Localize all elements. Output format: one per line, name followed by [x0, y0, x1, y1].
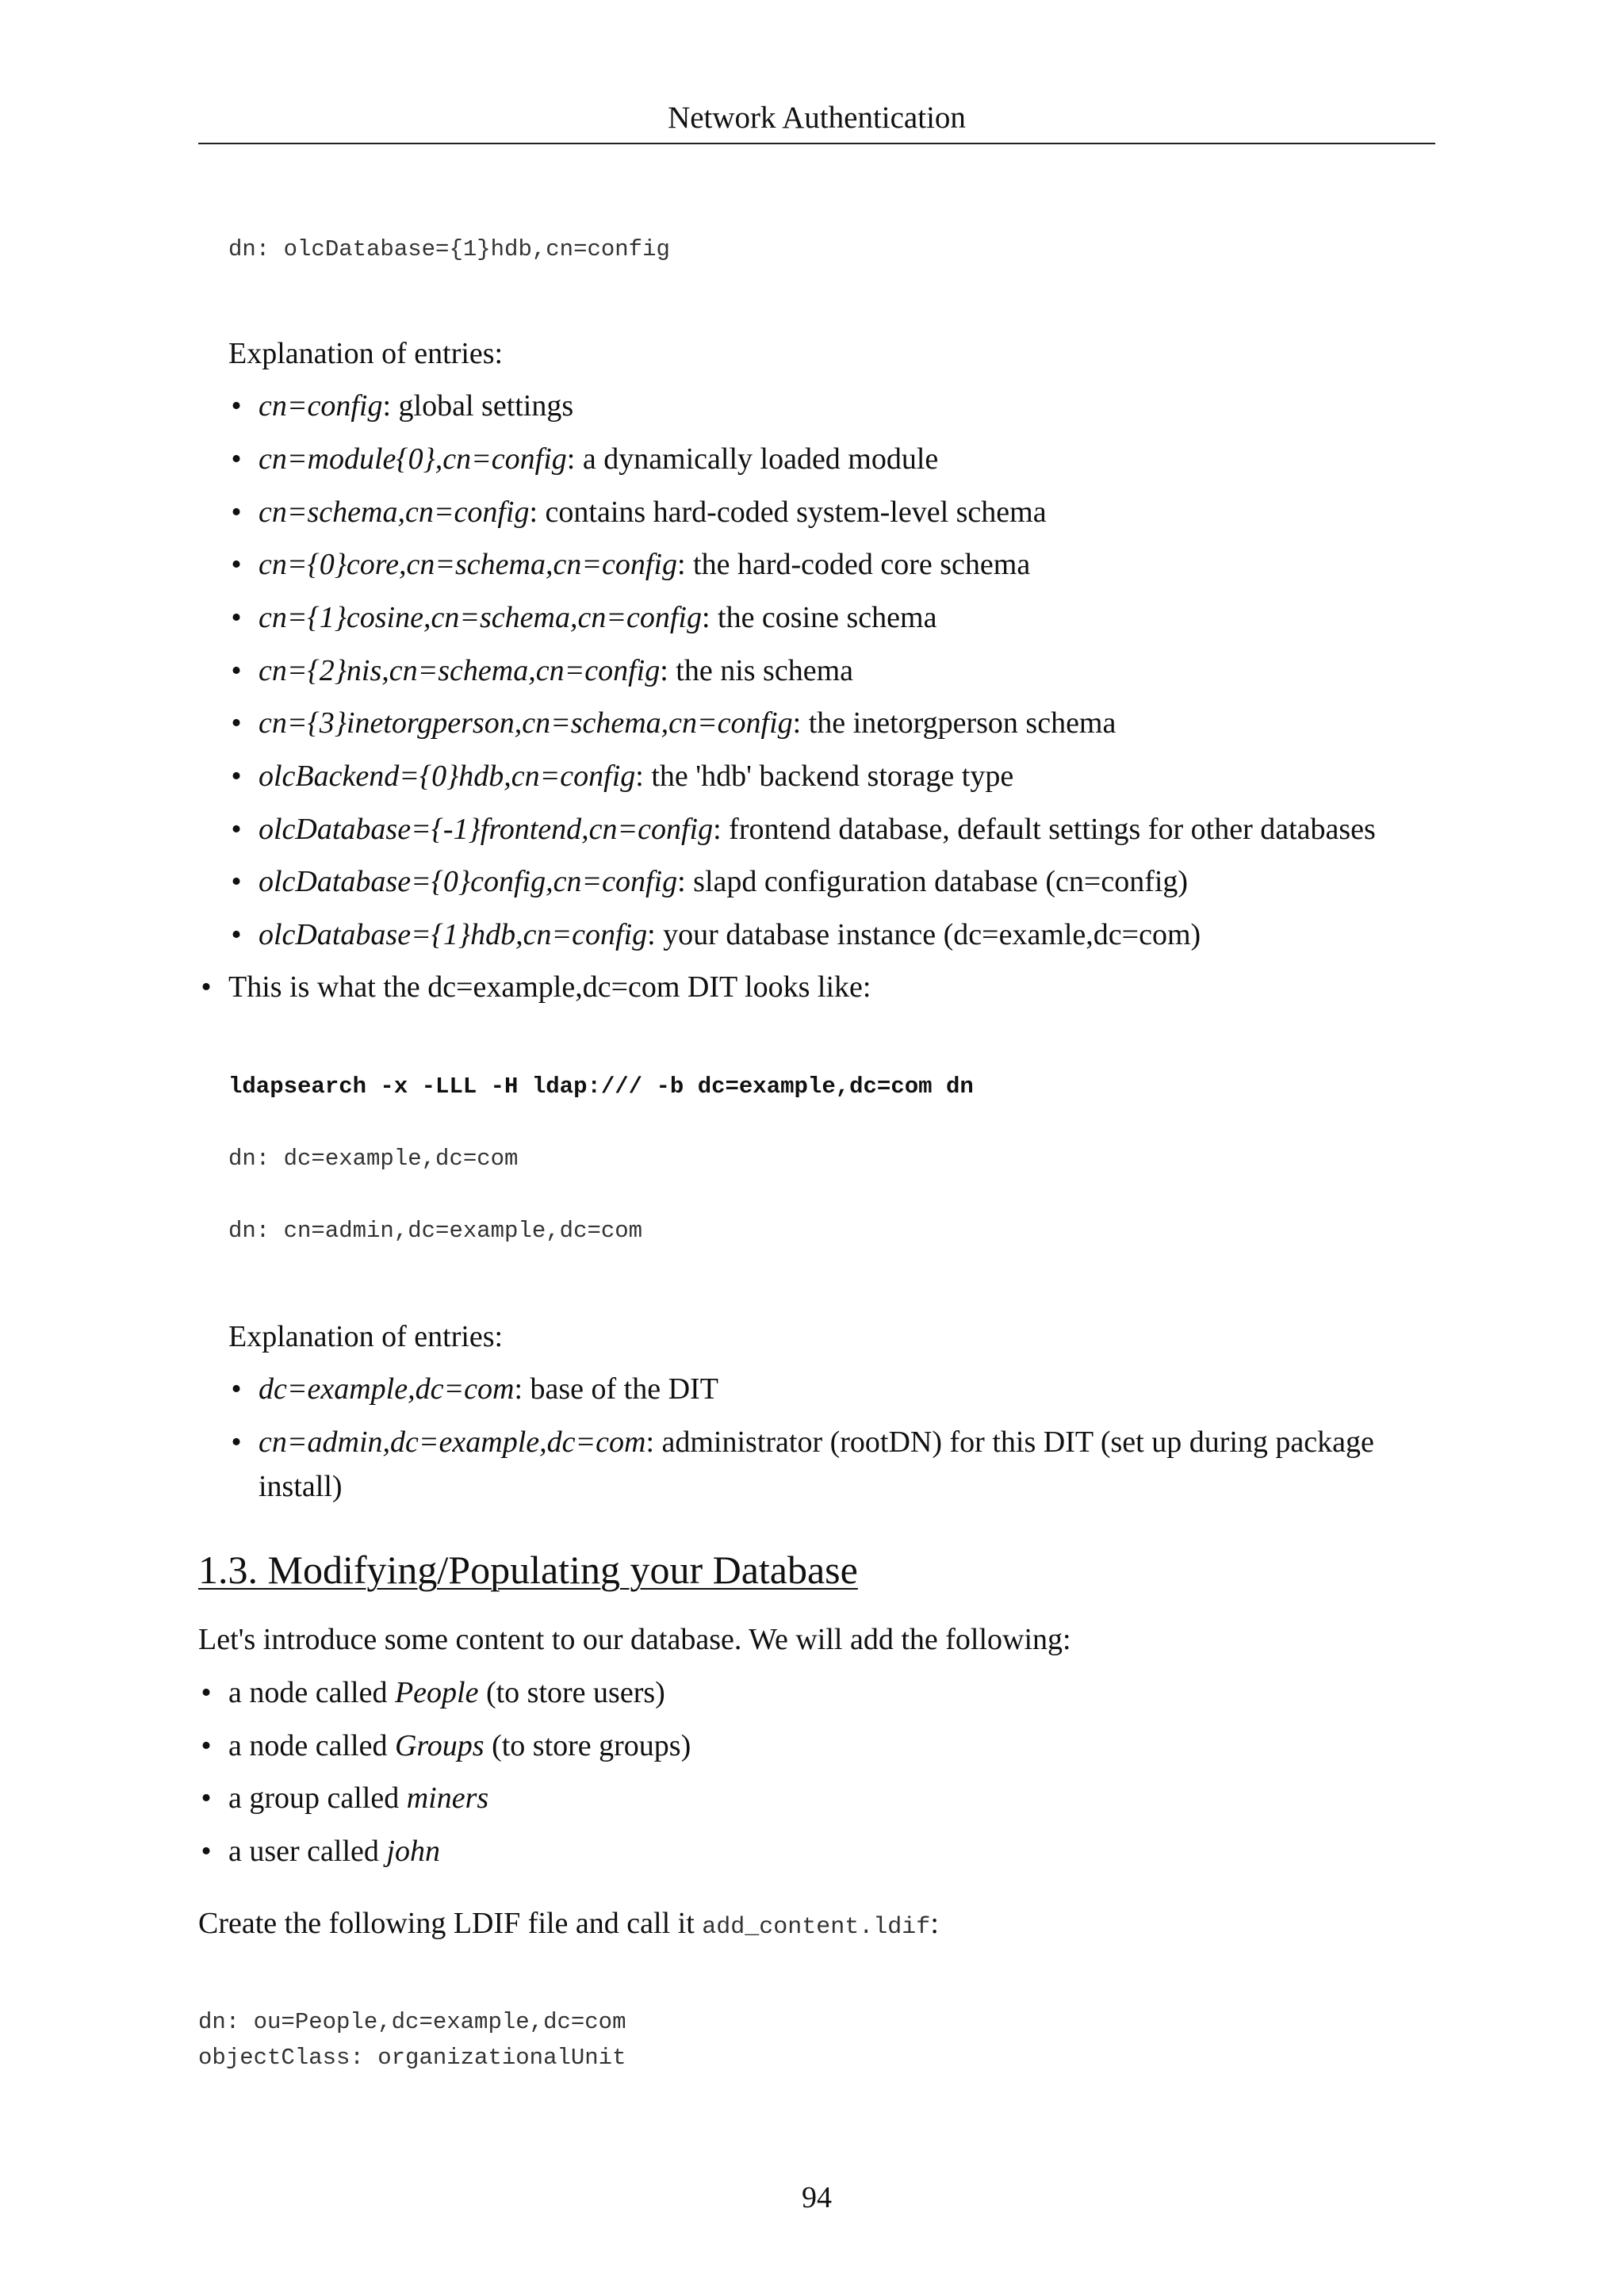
ldif-line: dn: ou=People,dc=example,dc=com: [198, 2009, 626, 2035]
item-emphasis: miners: [406, 1781, 489, 1815]
bullet: •: [231, 654, 242, 687]
bullet: •: [231, 442, 242, 476]
bullet: •: [231, 601, 242, 634]
dit-intro-text: This is what the dc=example,dc=com DIT looks like:: [228, 970, 871, 1004]
entry-desc: : administrator (rootDN) for this DIT (set up during package: [645, 1425, 1374, 1459]
instruction-text: Create the following LDIF file and call it: [198, 1907, 703, 1940]
command-line: ldapsearch -x -LLL -H ldap:/// -b dc=example,dc=com dn: [228, 1073, 974, 1100]
entry-desc: : contains hard-coded system-level schema: [529, 496, 1047, 529]
item-text: a user called: [228, 1835, 387, 1868]
item-emphasis: People: [394, 1676, 479, 1709]
entry-term: cn={2}nis,cn=schema,cn=config: [259, 654, 661, 687]
entry-term: cn=admin,dc=example,dc=com: [259, 1425, 646, 1459]
entry-term: cn=module{0},cn=config: [259, 442, 567, 476]
entry-desc: : frontend database, default settings for other databases: [713, 813, 1376, 846]
bullet: •: [201, 970, 212, 1004]
entry-term: cn=schema,cn=config: [259, 496, 530, 529]
bullet: •: [231, 865, 242, 898]
entry-term: olcBackend={0}hdb,cn=config: [259, 760, 636, 793]
bullet: •: [231, 389, 242, 423]
item-emphasis: Groups: [394, 1729, 485, 1762]
entry-desc: : slapd configuration database (cn=config): [677, 865, 1189, 898]
bullet: •: [231, 813, 242, 846]
item-text: a group called: [228, 1781, 407, 1815]
list-item-continuation: install): [259, 1470, 343, 1503]
page-number: 94: [802, 2181, 832, 2214]
entry-desc: : base of the DIT: [514, 1372, 718, 1406]
header-divider: [198, 143, 1435, 144]
entry-term: cn=config: [259, 389, 383, 423]
bullet: •: [231, 1425, 242, 1459]
bullet: •: [231, 548, 242, 581]
entry-desc: : the inetorgperson schema: [792, 706, 1116, 740]
entry-desc: : the nis schema: [660, 654, 853, 687]
bullet: •: [201, 1835, 212, 1868]
running-header: Network Authentication: [668, 101, 966, 135]
output-line: dn: cn=admin,dc=example,dc=com: [228, 1218, 643, 1244]
entry-term: dc=example,dc=com: [259, 1372, 515, 1406]
entry-term: cn={0}core,cn=schema,cn=config: [259, 548, 677, 581]
filename-code: add_content.ldif: [702, 1914, 931, 1941]
bullet: •: [231, 496, 242, 529]
item-text: (to store groups): [484, 1729, 691, 1762]
bullet: •: [201, 1729, 212, 1762]
create-file-instruction: [198, 1906, 939, 1945]
bullet: •: [231, 918, 242, 951]
entry-desc: : the cosine schema: [701, 601, 937, 634]
section-intro: Let's introduce some content to our database. We will add the following:: [198, 1623, 1071, 1656]
entry-term: cn={3}inetorgperson,cn=schema,cn=config: [259, 706, 793, 740]
section-heading: 1.3. Modifying/Populating your Database: [198, 1548, 858, 1592]
instruction-suffix: :: [930, 1907, 939, 1940]
item-text: (to store users): [478, 1676, 665, 1709]
entry-term: cn={1}cosine,cn=schema,cn=config: [259, 601, 702, 634]
code-line: dn: olcDatabase={1}hdb,cn=config: [228, 236, 670, 262]
ldif-line: objectClass: organizationalUnit: [198, 2045, 626, 2071]
entry-desc: : your database instance (dc=examle,dc=com): [647, 918, 1201, 951]
item-text: a node called: [228, 1729, 395, 1762]
bullet: •: [201, 1676, 212, 1709]
bullet: •: [231, 1372, 242, 1406]
entry-desc: : global settings: [382, 389, 574, 423]
entry-desc: : a dynamically loaded module: [566, 442, 939, 476]
explanation-label: Explanation of entries:: [228, 1320, 504, 1353]
item-emphasis: john: [386, 1835, 440, 1868]
explanation-label: Explanation of entries:: [228, 337, 504, 370]
bullet: •: [231, 760, 242, 793]
entry-term: olcDatabase={0}config,cn=config: [259, 865, 678, 898]
entry-term: olcDatabase={-1}frontend,cn=config: [259, 813, 714, 846]
entry-desc: : the 'hdb' backend storage type: [635, 760, 1014, 793]
output-line: dn: dc=example,dc=com: [228, 1146, 519, 1172]
item-text: a node called: [228, 1676, 395, 1709]
entry-desc: : the hard-coded core schema: [676, 548, 1031, 581]
bullet: •: [201, 1781, 212, 1815]
bullet: •: [231, 706, 242, 740]
entry-term: olcDatabase={1}hdb,cn=config: [259, 918, 648, 951]
